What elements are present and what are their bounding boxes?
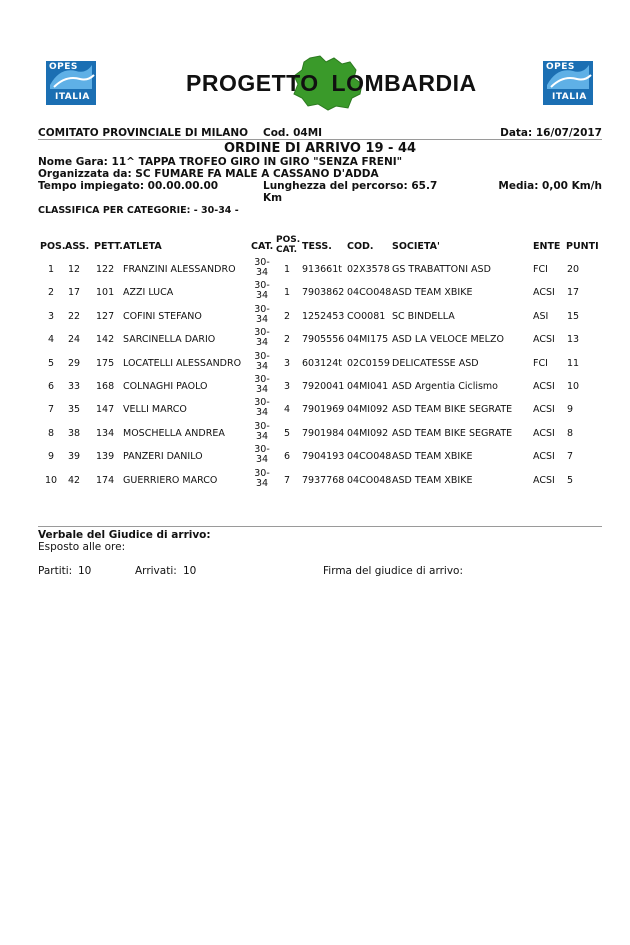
- row-cod: 02C0159: [347, 357, 390, 369]
- row-cat-line2: 34: [255, 360, 269, 372]
- row-tess: 7901984: [302, 427, 345, 439]
- col-societa: SOCIETA': [392, 241, 440, 252]
- row-cat-line2: 34: [255, 290, 269, 302]
- logo-left-opes-text: OPES: [49, 62, 78, 72]
- row-cat-line1: 30-: [254, 467, 270, 479]
- partiti-label: Partiti:: [38, 565, 73, 577]
- row-poscat: 7: [283, 474, 291, 486]
- row-ente: ACSI: [533, 334, 555, 346]
- esposto-label: Esposto alle ore:: [38, 541, 126, 553]
- row-cod: 04CO048: [347, 287, 392, 299]
- row-cod: 04MI092: [347, 404, 389, 416]
- row-cat-line2: 34: [255, 477, 269, 489]
- row-poscat: 4: [283, 404, 291, 416]
- col-cat: CAT.: [251, 241, 274, 252]
- brand-title-left: PROGETTO: [186, 70, 319, 96]
- row-tess: 7904193: [302, 451, 345, 463]
- row-punti: 9: [567, 404, 574, 416]
- row-societa: ASD Argentia Ciclismo: [392, 381, 498, 392]
- firma-label: Firma del giudice di arrivo:: [323, 565, 463, 577]
- arrivati-value: 10: [183, 565, 197, 577]
- row-pos: 2: [47, 287, 55, 299]
- row-atleta: PANZERI DANILO: [123, 451, 203, 463]
- row-poscat: 2: [283, 310, 291, 322]
- row-tess: 7905556: [302, 334, 345, 346]
- row-societa: ASD TEAM BIKE SEGRATE: [392, 404, 513, 416]
- row-pett: 139: [96, 451, 115, 463]
- row-punti: 17: [567, 287, 580, 299]
- row-tess: 7920041: [302, 381, 345, 392]
- row-tess: 603124t: [302, 357, 342, 369]
- row-pos: 8: [47, 427, 55, 439]
- row-punti: 13: [567, 334, 580, 346]
- row-atleta: AZZI LUCA: [123, 287, 174, 299]
- row-poscat: 6: [283, 451, 291, 463]
- row-societa: ASD TEAM BIKE SEGRATE: [392, 427, 513, 439]
- col-tess: TESS.: [302, 241, 332, 252]
- row-societa: SC BINDELLA: [392, 310, 455, 322]
- row-pett: 142: [96, 334, 115, 346]
- race-length-line1: Lunghezza del percorso: 65.7: [263, 180, 438, 192]
- row-cat-line2: 34: [255, 313, 269, 325]
- col-ass: ASS.: [65, 241, 90, 252]
- row-pett: 127: [96, 310, 115, 322]
- row-societa: DELICATESSE ASD: [392, 357, 479, 369]
- row-ente: FCI: [533, 264, 548, 275]
- row-atleta: FRANZINI ALESSANDRO: [123, 264, 236, 275]
- race-average: Media: 0,00 Km/h: [498, 180, 602, 192]
- row-cat-line2: 34: [255, 384, 269, 395]
- opes-italia-logo-left: [46, 61, 96, 105]
- row-ass: 42: [67, 474, 81, 486]
- col-poscat-1: POS.: [276, 235, 301, 245]
- row-pos: 4: [47, 334, 55, 346]
- row-ass: 24: [67, 334, 81, 346]
- row-cod: CO0081: [347, 310, 386, 322]
- row-poscat: 5: [283, 427, 291, 439]
- col-ente: ENTE: [533, 241, 561, 252]
- row-societa: ASD LA VELOCE MELZO: [392, 334, 504, 346]
- row-cat-line2: 34: [255, 267, 269, 278]
- row-atleta: COFINI STEFANO: [123, 310, 202, 322]
- row-ente: FCI: [533, 357, 548, 369]
- row-cat-line1: 30-: [254, 444, 270, 456]
- row-ass: 17: [67, 287, 81, 299]
- date-label: Data: 16/07/2017: [500, 127, 602, 139]
- row-pett: 147: [96, 404, 115, 416]
- row-cod: 04CO048: [347, 451, 392, 463]
- col-pos: POS.: [40, 241, 66, 252]
- race-length-line2: Km: [263, 192, 283, 204]
- row-cat-line1: 30-: [254, 327, 270, 339]
- category-label: CLASSIFICA PER CATEGORIE: - 30-34 -: [38, 205, 239, 216]
- row-pett: 174: [96, 474, 115, 486]
- order-title: ORDINE DI ARRIVO 19 - 44: [223, 141, 417, 156]
- row-societa: ASD TEAM XBIKE: [392, 474, 473, 486]
- logo-right-italia-text: ITALIA: [552, 92, 587, 102]
- row-cat-line2: 34: [255, 430, 269, 442]
- row-ass: 33: [67, 381, 81, 392]
- row-pos: 3: [47, 310, 55, 322]
- row-cat-line1: 30-: [254, 350, 270, 362]
- row-atleta: LOCATELLI ALESSANDRO: [123, 357, 242, 369]
- logo-right-opes-text: OPES: [546, 62, 575, 72]
- col-cod: COD.: [347, 241, 374, 252]
- committee-label: COMITATO PROVINCIALE DI MILANO: [38, 127, 249, 139]
- col-atleta: ATLETA: [123, 241, 162, 252]
- row-tess: 913661t: [302, 264, 342, 275]
- logo-left-italia-text: ITALIA: [55, 92, 90, 102]
- row-atleta: SARCINELLA DARIO: [123, 334, 216, 346]
- row-ente: ACSI: [533, 287, 555, 299]
- row-punti: 10: [567, 381, 580, 392]
- row-cat-line1: 30-: [254, 303, 270, 315]
- brand-title-right: LOMBARDIA: [331, 70, 477, 96]
- footer-divider: [38, 526, 602, 527]
- row-cat-line1: 30-: [254, 420, 270, 432]
- row-ente: ASI: [533, 310, 549, 322]
- row-cod: 02X3578: [347, 264, 390, 275]
- verbale-label: Verbale del Giudice di arrivo:: [38, 529, 211, 541]
- row-punti: 7: [567, 451, 574, 463]
- header-divider: [38, 139, 602, 140]
- row-ass: 35: [67, 404, 81, 416]
- row-pos: 5: [47, 357, 55, 369]
- brand-title: [186, 70, 477, 97]
- row-punti: 11: [567, 357, 580, 369]
- row-pett: 134: [96, 427, 115, 439]
- row-pos: 10: [44, 474, 58, 486]
- row-cat-line1: 30-: [254, 257, 270, 268]
- opes-italia-logo-right: [543, 61, 593, 105]
- row-pett: 122: [96, 264, 115, 275]
- row-tess: 7937768: [302, 474, 345, 486]
- row-poscat: 3: [283, 357, 291, 369]
- row-ente: ACSI: [533, 474, 555, 486]
- row-cat-line1: 30-: [254, 374, 270, 385]
- row-tess: 7901969: [302, 404, 345, 416]
- row-atleta: MOSCHELLA ANDREA: [123, 427, 225, 439]
- race-organizer: Organizzata da: SC FUMARE FA MALE A CASSANO D'ADDA: [38, 168, 379, 180]
- row-cod: 04CO048: [347, 474, 392, 486]
- col-poscat-2: CAT.: [276, 245, 298, 255]
- row-societa: ASD TEAM XBIKE: [392, 451, 473, 463]
- row-poscat: 3: [283, 381, 291, 392]
- row-cat-line1: 30-: [254, 280, 270, 292]
- row-ente: ACSI: [533, 404, 555, 416]
- row-cod: 04MI041: [347, 381, 389, 392]
- row-ass: 12: [67, 264, 81, 275]
- row-punti: 8: [567, 427, 574, 439]
- row-ente: ACSI: [533, 451, 555, 463]
- row-tess: 7903862: [302, 287, 345, 299]
- row-ente: ACSI: [533, 381, 555, 392]
- row-pett: 101: [96, 287, 115, 299]
- row-pos: 7: [47, 404, 55, 416]
- row-ass: 39: [67, 451, 81, 463]
- row-ass: 22: [67, 310, 81, 322]
- row-pett: 168: [96, 381, 115, 392]
- arrivati-label: Arrivati:: [135, 565, 177, 577]
- row-societa: ASD TEAM XBIKE: [392, 287, 473, 299]
- row-cat-line2: 34: [255, 337, 269, 349]
- row-ente: ACSI: [533, 427, 555, 439]
- race-time: Tempo impiegato: 00.00.00.00: [38, 180, 219, 192]
- race-name: Nome Gara: 11^ TAPPA TROFEO GIRO IN GIRO "SENZA FRENI": [38, 156, 403, 168]
- row-atleta: COLNAGHI PAOLO: [123, 381, 208, 392]
- row-atleta: VELLI MARCO: [123, 404, 187, 416]
- row-poscat: 2: [283, 334, 291, 346]
- row-atleta: GUERRIERO MARCO: [123, 474, 218, 486]
- row-pos: 9: [47, 451, 55, 463]
- row-cat-line1: 30-: [254, 397, 270, 409]
- row-ass: 38: [67, 427, 81, 439]
- row-cod: 04MI092: [347, 427, 389, 439]
- row-punti: 15: [567, 310, 580, 322]
- partiti-value: 10: [78, 565, 92, 577]
- col-punti: PUNTI: [566, 241, 599, 252]
- col-pett: PETT.: [94, 241, 123, 252]
- row-cat-line2: 34: [255, 454, 269, 466]
- row-poscat: 1: [283, 264, 291, 275]
- row-societa: GS TRABATTONI ASD: [392, 264, 491, 275]
- row-pett: 175: [96, 357, 115, 369]
- row-tess: 1252453: [302, 310, 345, 322]
- row-poscat: 1: [283, 287, 291, 299]
- row-pos: 1: [47, 264, 55, 275]
- row-pos: 6: [47, 381, 55, 392]
- code-label: Cod. 04MI: [263, 127, 323, 139]
- row-punti: 20: [567, 264, 580, 275]
- row-ass: 29: [67, 357, 81, 369]
- row-cat-line2: 34: [255, 407, 269, 419]
- row-punti: 5: [567, 474, 574, 486]
- row-cod: 04MI175: [347, 334, 389, 346]
